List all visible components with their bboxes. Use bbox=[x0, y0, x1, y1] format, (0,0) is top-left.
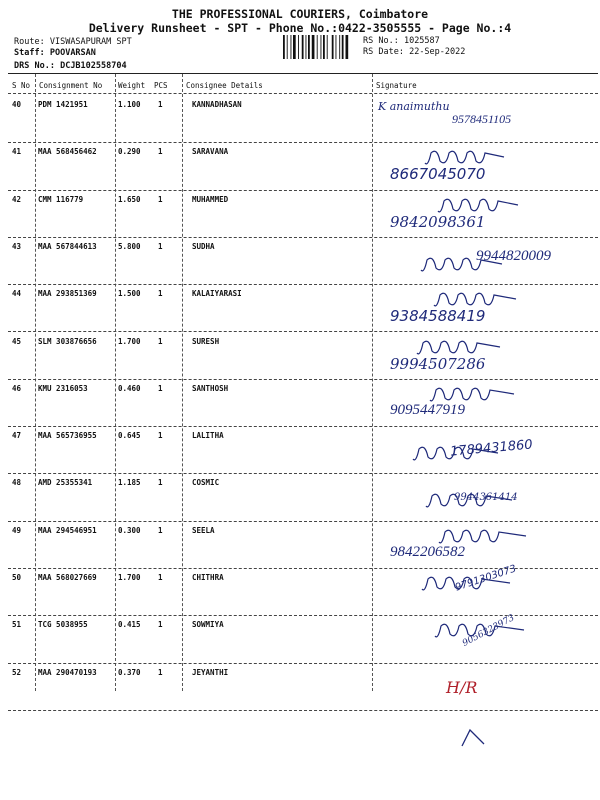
company-title: THE PROFESSIONAL COURIERS, Coimbatore bbox=[171, 7, 429, 21]
consignment-cell: CMM 116779 bbox=[38, 194, 84, 204]
signature-cell bbox=[370, 664, 595, 711]
sno-cell: 45 bbox=[12, 336, 22, 346]
pcs-cell: 1 bbox=[158, 289, 163, 299]
rs-no-label: RS No.: bbox=[363, 36, 399, 46]
weight-cell: 0.290 bbox=[118, 147, 141, 157]
pcs-cell: 1 bbox=[158, 194, 163, 204]
signature-phone: 1789431860 bbox=[449, 437, 534, 460]
col-header-weight: Weight bbox=[118, 81, 146, 90]
table-row bbox=[0, 380, 600, 427]
sno-cell: 40 bbox=[12, 100, 22, 109]
pcs-cell: 1 bbox=[158, 620, 163, 630]
route-label: Route: bbox=[14, 37, 45, 47]
weight-cell: 1.700 bbox=[118, 336, 141, 346]
pcs-cell: 1 bbox=[158, 667, 163, 677]
consignee-cell: SUDHA bbox=[192, 241, 215, 251]
weight-cell: 1.185 bbox=[118, 478, 141, 488]
signature-cell bbox=[370, 285, 595, 332]
weight-cell: 0.415 bbox=[118, 620, 141, 630]
col-header-signature: Signature bbox=[376, 81, 417, 90]
signature-phone: 9842206582 bbox=[390, 543, 465, 560]
consignee-cell: SARAVANA bbox=[192, 147, 229, 157]
pcs-cell: 1 bbox=[158, 478, 163, 488]
pcs-cell: 1 bbox=[158, 100, 163, 109]
table-row bbox=[0, 191, 600, 238]
consignee-cell: SURESH bbox=[192, 336, 220, 346]
signature-phone: 9944820009 bbox=[476, 247, 551, 264]
weight-cell: 1.500 bbox=[118, 289, 141, 299]
drs-line bbox=[14, 61, 127, 71]
barcode-image bbox=[283, 35, 358, 59]
signature-cell bbox=[370, 238, 595, 285]
pcs-cell: 1 bbox=[158, 147, 163, 157]
consignee-cell: SOWMIYA bbox=[192, 620, 224, 630]
consignment-cell: MAA 565736955 bbox=[38, 431, 97, 441]
pcs-cell: 1 bbox=[158, 431, 163, 441]
consignment-cell: PDM 1421951 bbox=[38, 100, 88, 109]
rs-date-value: 22-Sep-2022 bbox=[409, 47, 466, 57]
signature-phone: 9384588419 bbox=[390, 307, 486, 326]
table-row bbox=[0, 474, 600, 521]
consignee-cell: SANTHOSH bbox=[192, 383, 229, 393]
signature-name: K anaimuthu bbox=[378, 100, 450, 113]
signature-phone: 8667045070 bbox=[390, 165, 486, 184]
drs-value: DCJB102558704 bbox=[60, 61, 127, 71]
pcs-cell: 1 bbox=[158, 241, 163, 251]
row-divider bbox=[8, 710, 598, 711]
consignee-cell: KALAIYARASI bbox=[192, 289, 242, 299]
consignment-cell: MAA 293851369 bbox=[38, 289, 97, 299]
weight-cell: 1.700 bbox=[118, 573, 141, 582]
weight-cell: 0.370 bbox=[118, 667, 141, 677]
col-header-pcs: PCS bbox=[154, 81, 168, 90]
sno-cell: 41 bbox=[12, 147, 22, 157]
runsheet-title: Delivery Runsheet - SPT - Phone No.:0422-3505555 - Page No.:4 bbox=[88, 21, 512, 35]
signature-phone: 9578451105 bbox=[452, 112, 512, 126]
consignee-cell: CHITHRA bbox=[192, 573, 224, 582]
rs-date-label: RS Date: bbox=[363, 47, 404, 57]
col-header-consignee: Consignee Details bbox=[186, 81, 263, 90]
consignment-cell: SLM 303876656 bbox=[38, 336, 97, 346]
sno-cell: 49 bbox=[12, 525, 22, 535]
weight-cell: 1.100 bbox=[118, 100, 141, 109]
consignee-cell: JEYANTHI bbox=[192, 667, 229, 677]
signature-cell bbox=[370, 613, 595, 663]
route-line bbox=[14, 37, 132, 47]
consignment-cell: MAA 568456462 bbox=[38, 147, 97, 157]
weight-cell: 0.300 bbox=[118, 525, 141, 535]
tick-mark bbox=[458, 726, 488, 748]
table-row bbox=[0, 563, 600, 616]
sno-cell: 47 bbox=[12, 431, 22, 441]
table-top-rule bbox=[8, 73, 598, 74]
pcs-cell: 1 bbox=[158, 336, 163, 346]
sno-cell: 52 bbox=[12, 667, 22, 677]
rs-date-line bbox=[363, 47, 465, 57]
table-row bbox=[0, 96, 600, 143]
rs-no-line bbox=[363, 36, 440, 46]
signature-phone: 9791303073 bbox=[453, 563, 518, 594]
consignment-cell: MAA 294546951 bbox=[38, 525, 97, 535]
staff-value: POOVARSAN bbox=[49, 48, 96, 58]
pcs-cell: 1 bbox=[158, 573, 163, 582]
staff-line bbox=[14, 48, 96, 58]
sno-cell: 48 bbox=[12, 478, 22, 488]
table-row bbox=[0, 333, 600, 380]
consignee-cell: COSMIC bbox=[192, 478, 220, 488]
rs-no-value: 1025587 bbox=[403, 36, 440, 46]
signature-cell bbox=[370, 522, 595, 569]
weight-cell: 0.460 bbox=[118, 383, 141, 393]
sno-cell: 50 bbox=[12, 573, 22, 582]
table-row bbox=[0, 238, 600, 285]
consignment-cell: TCG 5038955 bbox=[38, 620, 88, 630]
signature-cell bbox=[370, 380, 595, 427]
sno-cell: 42 bbox=[12, 194, 22, 204]
header-bottom-rule bbox=[8, 93, 598, 94]
signature-cell bbox=[370, 191, 595, 238]
signature-phone: 9842098361 bbox=[390, 212, 486, 231]
drs-label: DRS No.: bbox=[14, 61, 55, 71]
weight-cell: 5.800 bbox=[118, 241, 141, 251]
signature-phone: 9944361414 bbox=[454, 492, 518, 504]
route-value: VISWASAPURAM SPT bbox=[49, 37, 132, 47]
signature-cell bbox=[370, 474, 595, 521]
signature-cell bbox=[370, 96, 595, 143]
signature-cell bbox=[370, 143, 595, 190]
sno-cell: 46 bbox=[12, 383, 22, 393]
signature-cell bbox=[370, 333, 595, 380]
col-header-sno: S No bbox=[12, 81, 31, 90]
table-row bbox=[0, 285, 600, 332]
consignment-cell: AMD 25355341 bbox=[38, 478, 93, 488]
signature-phone: 9056323973 bbox=[461, 613, 517, 650]
staff-label: Staff: bbox=[14, 48, 45, 58]
table-row bbox=[0, 664, 600, 711]
col-header-consignment: Consignment No bbox=[39, 81, 103, 90]
table-row bbox=[0, 522, 600, 569]
signature-cell bbox=[370, 427, 595, 474]
consignment-cell: MAA 290470193 bbox=[38, 667, 97, 677]
table-row bbox=[0, 427, 600, 474]
sno-cell: 51 bbox=[12, 620, 22, 630]
table-row bbox=[0, 613, 600, 663]
signature-phone: 9994507286 bbox=[390, 354, 486, 373]
consignee-cell: LALITHA bbox=[192, 431, 224, 441]
hr-remark: H/R bbox=[446, 677, 478, 697]
weight-cell: 1.650 bbox=[118, 194, 141, 204]
signature-cell bbox=[370, 563, 595, 616]
consignment-cell: KMU 2316053 bbox=[38, 383, 88, 393]
consignee-cell: SEELA bbox=[192, 525, 215, 535]
pcs-cell: 1 bbox=[158, 525, 163, 535]
weight-cell: 0.645 bbox=[118, 431, 141, 441]
signature-phone: 9095447919 bbox=[390, 401, 465, 418]
sno-cell: 44 bbox=[12, 289, 22, 299]
consignment-cell: MAA 568027669 bbox=[38, 573, 97, 582]
consignment-cell: MAA 567844613 bbox=[38, 241, 97, 251]
sno-cell: 43 bbox=[12, 241, 22, 251]
table-row bbox=[0, 143, 600, 190]
consignee-cell: MUHAMMED bbox=[192, 194, 229, 204]
pcs-cell: 1 bbox=[158, 383, 163, 393]
consignee-cell: KANNADHASAN bbox=[192, 100, 242, 109]
